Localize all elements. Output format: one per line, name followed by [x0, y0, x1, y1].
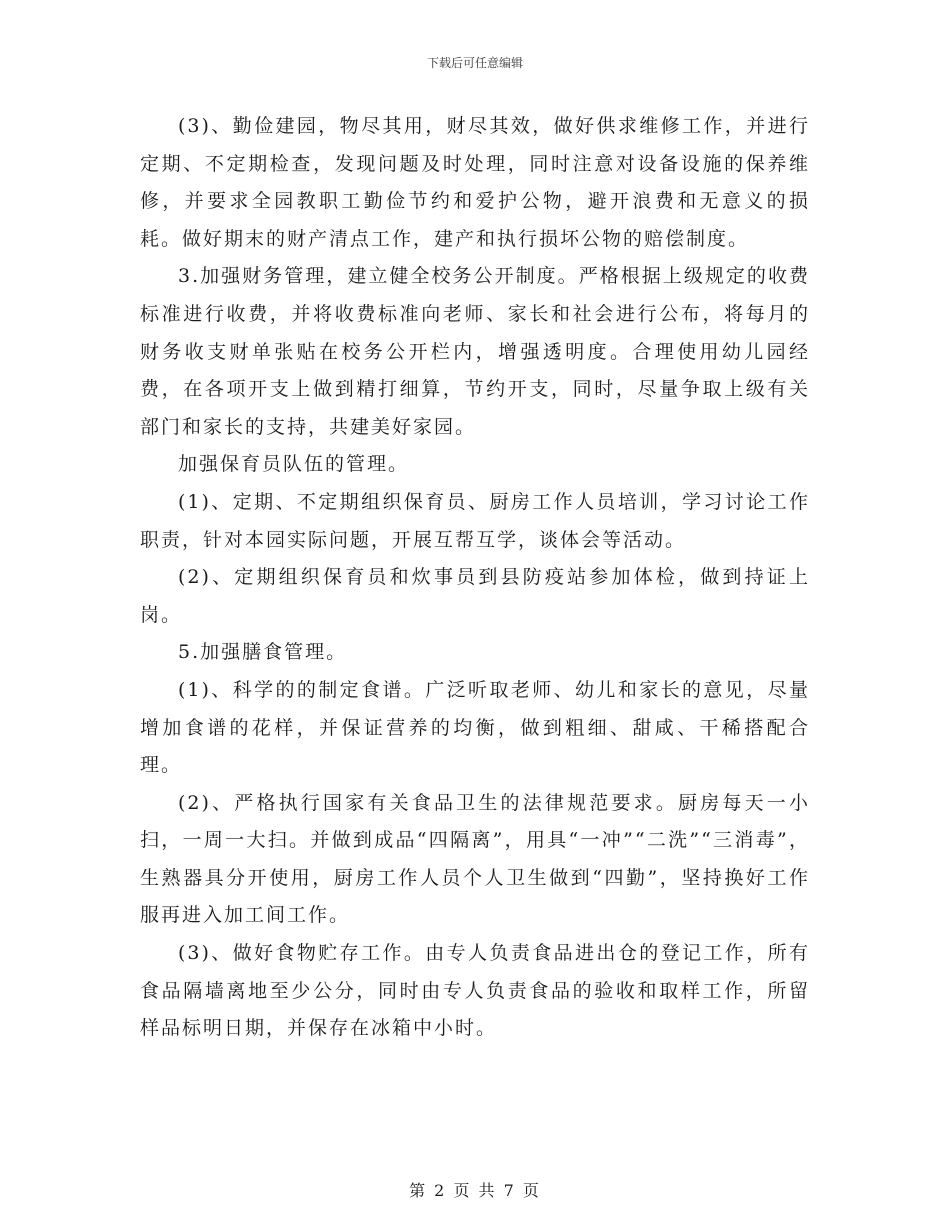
paragraph-staff-training: (1)、定期、不定期组织保育员、厨房工作人员培训，学习讨论工作职责，针对本园实际问题，开展互帮互学，谈体会等活动。 — [140, 490, 810, 551]
page-header: 下载后可任意编辑 — [426, 56, 523, 70]
page-number: 第 2 页 共 7 页 — [409, 1181, 541, 1200]
paragraph-staff-health-check: (2)、定期组织保育员和炊事员到县防疫站参加体检，做到持证上岗。 — [140, 566, 810, 626]
paragraph-food-storage: (3)、做好食物贮存工作。由专人负责食品进出仓的登记工作，所有食品隔墙离地至少公分，同时由专人负责食品的验收和取样工作，所留样品标明日期，并保存在冰箱中小时。 — [140, 942, 810, 1040]
paragraph-equipment-maintenance: (3)、勤俭建园，物尽其用，财尽其效，做好供求维修工作，并进行定期、不定期检查，发现问题及时处理，同时注意对设备设施的保养维修，并要求全园教职工勤俭节约和爱护公物，避开浪费和无意义的损耗。做好期末的财产清点工作，建产和执行损坏公物的赔偿制度。 — [140, 115, 810, 250]
document-body — [140, 108, 810, 1048]
paragraph-meal-management-heading: 5.加强膳食管理。 — [178, 641, 348, 664]
paragraph-food-hygiene: (2)、严格执行国家有关食品卫生的法律规范要求。厨房每天一小扫，一周一大扫。并做到成品“四隔离”，用具“一冲”“二洗”“三消毒”，生熟器具分开使用，厨房工作人员个人卫生做到“四勤”，坚持换好工作服再进入加工间工作。 — [140, 791, 810, 927]
paragraph-staff-management-heading: 加强保育员队伍的管理。 — [178, 453, 410, 476]
paragraph-finance-management: 3.加强财务管理，建立健全校务公开制度。严格根据上级规定的收费标准进行收费，并将收费标准向老师、家长和社会进行公布，将每月的财务收支财单张贴在校务公开栏内，增强透明度。合理使用幼儿园经费，在各项开支上做到精打细算，节约开支，同时，尽量争取上级有关部门和家长的支持，共建美好家园。 — [140, 265, 810, 438]
paragraph-menu-planning: (1)、科学的的制定食谱。广泛听取老师、幼儿和家长的意见，尽量增加食谱的花样，并保证营养的均衡，做到粗细、甜咸、干稀搭配合理。 — [140, 678, 810, 777]
